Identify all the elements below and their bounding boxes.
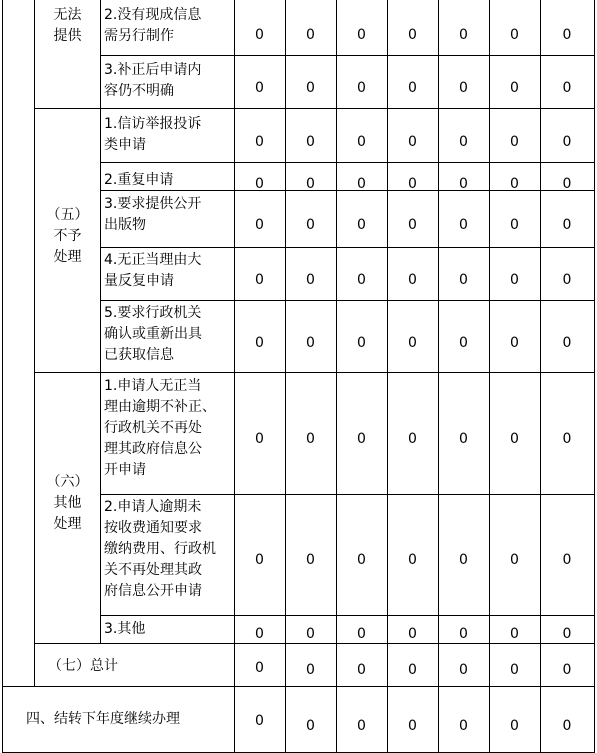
value-cell: 0 — [510, 27, 519, 43]
row-divider — [34, 108, 595, 109]
row-divider — [100, 300, 595, 301]
value-cell: 0 — [357, 552, 366, 568]
group-column-divider — [34, 0, 35, 686]
value-cell: 0 — [306, 662, 315, 678]
value-column-divider — [540, 0, 541, 753]
value-cell: 0 — [255, 217, 264, 233]
value-cell: 0 — [357, 272, 366, 288]
value-cell: 0 — [255, 335, 264, 351]
label-column-divider — [100, 0, 101, 643]
row-label: 3.其他 — [104, 621, 146, 637]
value-cell: 0 — [510, 335, 519, 351]
value-cell: 0 — [306, 80, 315, 96]
row-label: 2.重复申请 — [104, 172, 174, 188]
value-cell: 0 — [510, 626, 519, 642]
value-cell: 0 — [306, 217, 315, 233]
value-cell: 0 — [459, 662, 468, 678]
value-cell: 0 — [510, 217, 519, 233]
value-cell: 0 — [306, 134, 315, 150]
value-cell: 0 — [459, 217, 468, 233]
row-divider — [100, 494, 595, 495]
value-cell: 0 — [408, 217, 417, 233]
value-cell: 0 — [408, 272, 417, 288]
value-cell: 0 — [459, 552, 468, 568]
value-cell: 0 — [562, 718, 572, 734]
carry-over-row-label: 四、结转下年度继续办理 — [26, 711, 180, 727]
value-cell: 0 — [562, 217, 572, 233]
value-cell: 0 — [562, 662, 572, 678]
value-cell: 0 — [255, 27, 264, 43]
value-cell: 0 — [255, 134, 264, 150]
value-cell: 0 — [357, 431, 366, 447]
value-cell: 0 — [562, 335, 572, 351]
value-cell: 0 — [562, 552, 572, 568]
group-label: （六） 其他 处理 — [46, 474, 89, 532]
value-cell: 0 — [510, 80, 519, 96]
row-divider — [100, 55, 595, 56]
value-cell: 0 — [255, 713, 264, 729]
value-cell: 0 — [306, 626, 315, 642]
value-cell: 0 — [459, 431, 468, 447]
value-cell: 0 — [255, 660, 264, 676]
value-cell: 0 — [408, 176, 417, 192]
value-cell: 0 — [459, 176, 468, 192]
value-cell: 0 — [510, 176, 519, 192]
value-cell: 0 — [255, 626, 264, 642]
value-cell: 0 — [562, 176, 572, 192]
value-cell: 0 — [357, 718, 366, 734]
value-cell: 0 — [459, 272, 468, 288]
value-cell: 0 — [357, 335, 366, 351]
value-cell: 0 — [306, 431, 315, 447]
value-cell: 0 — [255, 552, 264, 568]
row-divider — [34, 372, 595, 373]
value-cell: 0 — [562, 134, 572, 150]
row-label: 4.无正当理由大 量反复申请 — [104, 252, 202, 289]
value-cell: 0 — [357, 626, 366, 642]
value-cell: 0 — [459, 626, 468, 642]
value-cell: 0 — [255, 272, 264, 288]
value-cell: 0 — [408, 134, 417, 150]
value-cell: 0 — [255, 431, 264, 447]
value-cell: 0 — [408, 718, 417, 734]
value-cell: 0 — [255, 176, 264, 192]
total-row-label: （七）总计 — [48, 658, 118, 674]
value-cell: 0 — [562, 80, 572, 96]
group-label: 无法 提供 — [53, 7, 82, 44]
value-cell: 0 — [459, 335, 468, 351]
value-cell: 0 — [562, 626, 572, 642]
value-cell: 0 — [562, 431, 572, 447]
row-divider — [100, 247, 595, 248]
row-label: 1.申请人无正当 理由逾期不补正、 行政机关不再处 理其政府信息公 开申请 — [104, 378, 216, 478]
row-label: 1.信访举报投诉 类申请 — [104, 116, 202, 153]
value-cell: 0 — [510, 552, 519, 568]
value-cell: 0 — [408, 80, 417, 96]
row-divider — [2, 686, 595, 687]
row-divider — [100, 162, 595, 163]
value-cell: 0 — [357, 662, 366, 678]
value-cell: 0 — [459, 80, 468, 96]
value-cell: 0 — [306, 27, 315, 43]
row-label: 5.要求行政机关 确认或重新出具 已获取信息 — [104, 305, 202, 363]
value-cell: 0 — [510, 431, 519, 447]
value-cell: 0 — [408, 335, 417, 351]
group-label: （五） 不予 处理 — [46, 207, 89, 265]
value-cell: 0 — [357, 27, 366, 43]
value-cell: 0 — [408, 27, 417, 43]
value-cell: 0 — [306, 718, 315, 734]
value-cell: 0 — [306, 335, 315, 351]
row-label: 3.补正后申请内 容仍不明确 — [104, 62, 202, 99]
value-cell: 0 — [459, 27, 468, 43]
value-cell: 0 — [562, 27, 572, 43]
value-cell: 0 — [510, 272, 519, 288]
value-cell: 0 — [306, 552, 315, 568]
value-cell: 0 — [510, 662, 519, 678]
row-divider — [100, 615, 595, 616]
value-cell: 0 — [510, 718, 519, 734]
value-cell: 0 — [510, 134, 519, 150]
row-divider — [34, 643, 595, 644]
value-cell: 0 — [408, 626, 417, 642]
value-cell: 0 — [357, 217, 366, 233]
value-cell: 0 — [408, 552, 417, 568]
value-cell: 0 — [459, 134, 468, 150]
value-cell: 0 — [562, 272, 572, 288]
row-label: 3.要求提供公开 出版物 — [104, 196, 202, 233]
value-cell: 0 — [306, 176, 315, 192]
value-cell: 0 — [357, 80, 366, 96]
table-border-right — [594, 0, 595, 753]
value-cell: 0 — [255, 80, 264, 96]
row-label: 2.申请人逾期未 按收费通知要求 缴纳费用、行政机 关不再处理其政 府信息公开申请 — [104, 499, 216, 599]
value-cell: 0 — [357, 134, 366, 150]
value-cell: 0 — [306, 272, 315, 288]
value-cell: 0 — [459, 718, 468, 734]
value-cell: 0 — [408, 662, 417, 678]
row-label: 2.没有现成信息 需另行制作 — [104, 7, 202, 44]
value-cell: 0 — [408, 431, 417, 447]
value-cell: 0 — [357, 176, 366, 192]
table-border-left — [2, 0, 3, 753]
